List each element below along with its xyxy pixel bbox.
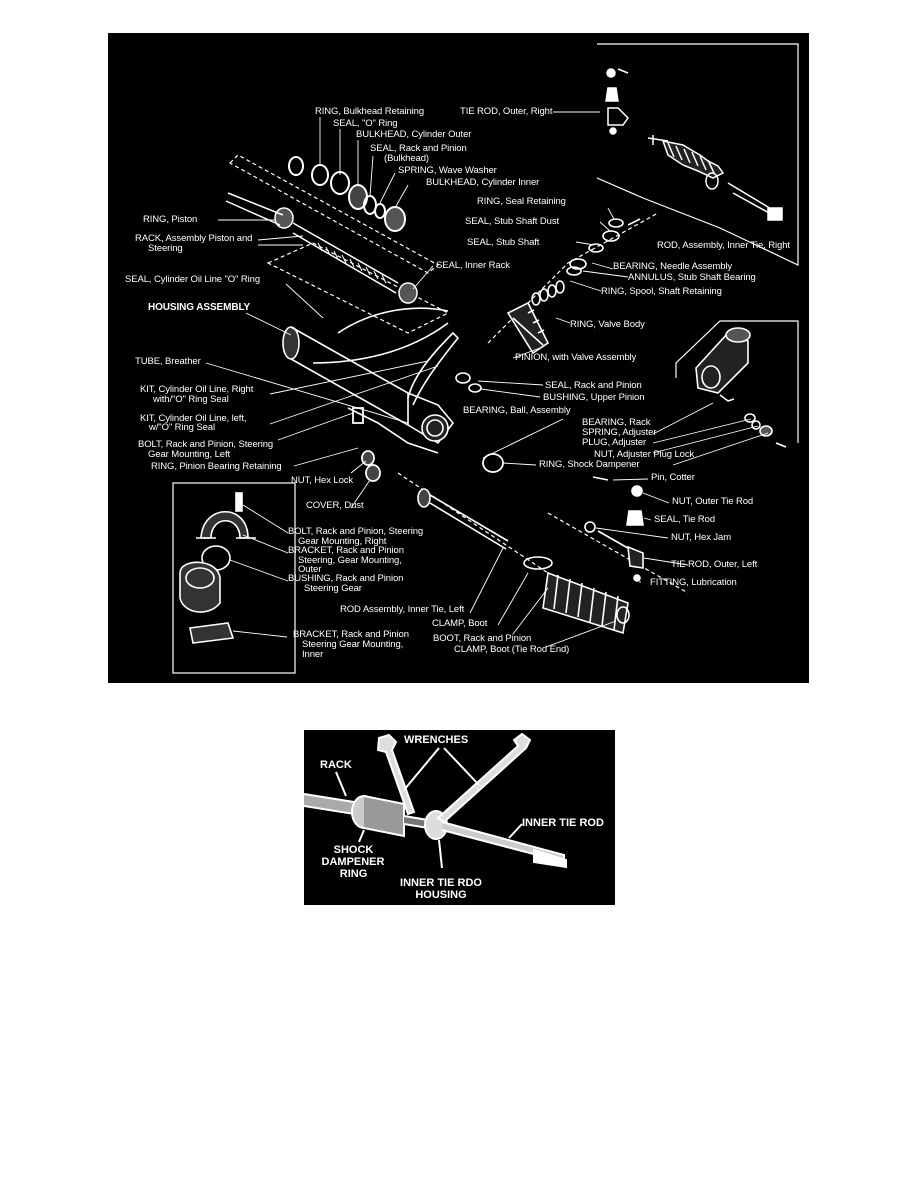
label-seal-o-ring: SEAL, "O" Ring [333,118,398,129]
label-clamp-boot: CLAMP, Boot [432,618,488,629]
tie-rod-right-parts [606,69,782,220]
label-seal-rack-pinion-bulkhead: SEAL, Rack and Pinion [370,143,467,154]
outer-tie-rod-left [585,477,643,581]
label-seal-rack-pinion: SEAL, Rack and Pinion [545,380,642,391]
label-seal-tie-rod: SEAL, Tie Rod [654,514,716,525]
label-kit-right: KIT, Cylinder Oil Line, Right [140,384,254,395]
label-ring-shock: RING, Shock Dampener [539,459,640,470]
label-spring-wave-washer: SPRING, Wave Washer [398,165,497,176]
exploded-view-diagram [108,33,809,683]
label-bracket-outer-3: Outer [298,564,322,575]
bulkhead-rings [289,157,405,231]
label-ring-valve-body: RING, Valve Body [570,319,645,330]
label-tie-rod-outer-right: TIE ROD, Outer, Right [460,106,553,117]
label-bolt-left: BOLT, Rack and Pinion, Steering [138,439,274,450]
label-bearing-ball: BEARING, Ball, Assembly [463,405,571,416]
label-bracket-inner-2: Steering Gear Mounting, [302,639,404,650]
housing-assembly [283,308,458,453]
bracket-parts [180,493,256,643]
label-bulkhead-cylinder-inner: BULKHEAD, Cylinder Inner [426,177,540,188]
label-plug-adjuster: PLUG, Adjuster [582,437,647,448]
label-boot-rack-pinion: BOOT, Rack and Pinion [433,633,532,644]
label-pin-cotter: Pin, Cotter [651,472,695,483]
label-seal-cyl-oil-line: SEAL, Cylinder Oil Line "O" Ring [125,274,261,285]
label-rod-inner-tie-right: ROD, Assembly, Inner Tie, Right [657,240,790,251]
label-bushing-rack-pinion-2: Steering Gear [304,583,362,594]
label-tie-rod-outer-left: TIE ROD, Outer, Left [671,559,758,570]
label-bracket-outer-2: Steering, Gear Mounting, [298,555,402,566]
label-housing-assembly: HOUSING ASSEMBLY [148,302,251,313]
label-kit-left: KIT, Cylinder Oil Line, left, [140,413,247,424]
label-ring-piston: RING, Piston [143,214,198,225]
label-rack: RACK [320,759,352,771]
label-ring-spool: RING, Spool, Shaft Retaining [601,286,722,297]
label-bushing-rack-pinion: BUSHING, Rack and Pinion [288,573,404,584]
label-shock-dampener-1: SHOCK [333,844,374,856]
label-ring-seal-retaining: RING, Seal Retaining [477,196,566,207]
label-bolt-left-2: Gear Mounting, Left [148,449,231,460]
label-ring-bulkhead-retaining: RING, Bulkhead Retaining [315,106,425,117]
label-nut-adjuster-plug: NUT, Adjuster Plug Lock [594,449,695,460]
label-fitting-lubrication: FITTING, Lubrication [650,577,737,588]
label-pinion-valve: PINION, with Valve Assembly [515,352,637,363]
label-bracket-inner: BRACKET, Rack and Pinion [293,629,409,640]
label-seal-rack-pinion-bulkhead-2: (Bulkhead) [384,153,429,164]
label-housing-2: HOUSING [415,889,467,901]
label-kit-right-2: with/"O" Ring Seal [153,394,229,405]
label-housing-1: INNER TIE RDO [400,877,482,889]
label-rack-assembly: RACK, Assembly Piston and [135,233,253,244]
label-bushing-upper-pinion: BUSHING, Upper Pinion [543,392,645,403]
wrench-removal-view [304,730,615,905]
label-rack-assembly-2: Steering [148,243,183,254]
label-spring-adjuster: SPRING, Adjuster [582,427,657,438]
label-bracket-outer: BRACKET, Rack and Pinion [288,545,404,556]
label-nut-hex-lock: NUT, Hex Lock [291,475,354,486]
label-bolt-right-2: Gear Mounting, Right [298,536,387,547]
label-bearing-rack: BEARING, Rack [582,417,651,428]
label-shock-dampener-2: DAMPENER [321,856,385,868]
label-nut-hex-jam: NUT, Hex Jam [671,532,732,543]
label-cover-dust: COVER, Dust [306,500,364,511]
label-kit-left-2: w/"O" Ring Seal [149,422,215,433]
label-bearing-needle: BEARING, Needle Assembly [613,261,733,272]
label-wrenches: WRENCHES [404,734,469,746]
label-annulus: ANNULUS, Stub Shaft Bearing [628,272,756,283]
label-bulkhead-cylinder-outer: BULKHEAD, Cylinder Outer [356,129,472,140]
label-bolt-right: BOLT, Rack and Pinion, Steering [288,526,424,537]
label-shock-dampener-3: RING [339,868,368,880]
label-inner-tie-rod: INNER TIE ROD [522,817,604,829]
label-bracket-inner-3: Inner [302,649,324,660]
label-seal-stub-shaft-dust: SEAL, Stub Shaft Dust [465,216,560,227]
exploded-guide-middle [268,243,448,333]
label-ring-pinion-bearing: RING, Pinion Bearing Retaining [151,461,282,472]
label-clamp-boot-tie-rod: CLAMP, Boot (Tie Rod End) [454,644,570,655]
label-tube-breather: TUBE, Breather [135,356,201,367]
label-seal-inner-rack: SEAL, Inner Rack [436,260,510,271]
label-seal-stub-shaft: SEAL, Stub Shaft [467,237,540,248]
label-nut-outer-tie-rod: NUT, Outer Tie Rod [672,496,754,507]
label-rod-inner-tie-left: ROD Assembly, Inner Tie, Left [340,604,465,615]
pinion-valve [456,281,564,392]
